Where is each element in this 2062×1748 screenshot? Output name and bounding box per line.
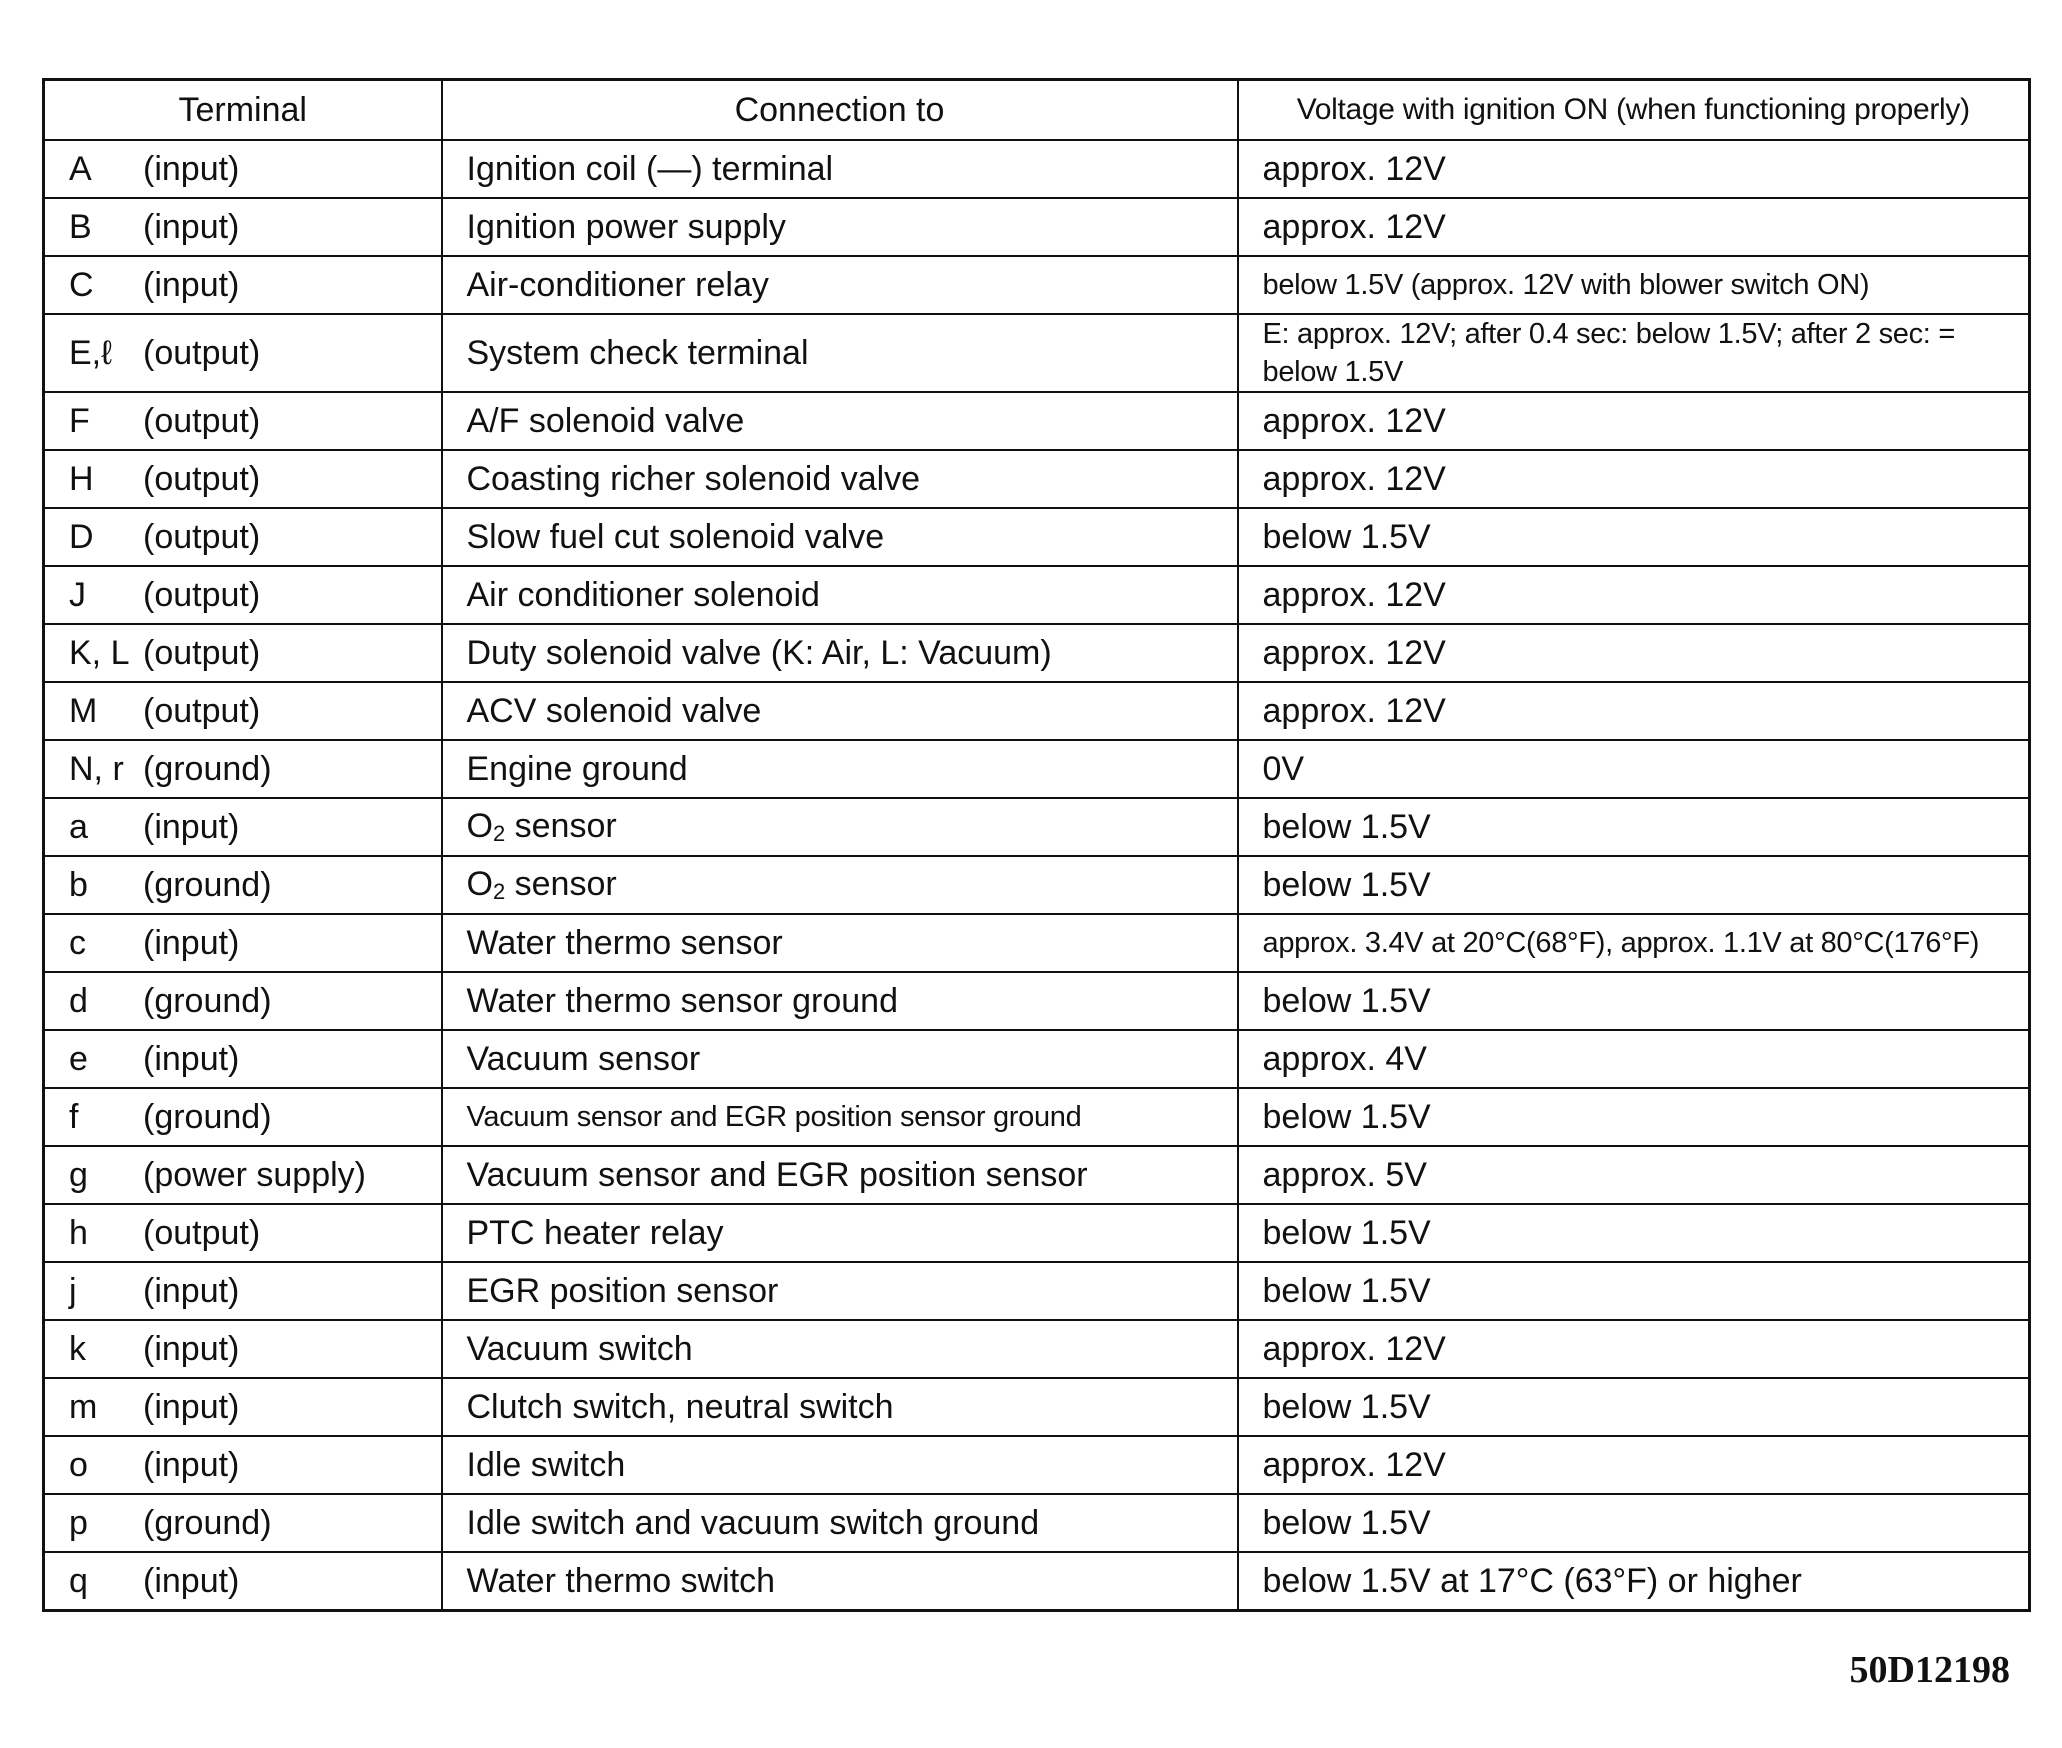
terminal-cell xyxy=(44,972,442,1030)
table-row xyxy=(44,740,2030,798)
terminal-type: (output) xyxy=(143,333,261,372)
connection-rest: sensor xyxy=(505,865,617,903)
terminal-type: (input) xyxy=(143,207,240,246)
terminal-cell xyxy=(44,1494,442,1552)
voltage-cell: below 1.5V xyxy=(1238,798,2030,856)
terminal-cell xyxy=(44,1552,442,1611)
voltage-cell: approx. 12V xyxy=(1238,566,2030,624)
terminal-type: (output) xyxy=(143,691,261,730)
terminal-cell xyxy=(44,566,442,624)
table-row xyxy=(44,1494,2030,1552)
table-row xyxy=(44,314,2030,392)
connection-cell: Water thermo sensor ground xyxy=(442,972,1238,1030)
terminal-cell xyxy=(44,314,442,392)
terminal-type: (output) xyxy=(143,459,261,498)
table-row xyxy=(44,914,2030,972)
voltage-cell: below 1.5V xyxy=(1238,972,2030,1030)
table-row xyxy=(44,256,2030,314)
connection-cell: Air conditioner solenoid xyxy=(442,566,1238,624)
voltage-cell: approx. 12V xyxy=(1238,140,2030,198)
terminal-id: e xyxy=(69,1039,88,1078)
connection-cell: Vacuum sensor xyxy=(442,1030,1238,1088)
connection-cell: Vacuum sensor and EGR position sensor ground xyxy=(442,1088,1238,1146)
terminal-type: (input) xyxy=(143,1271,240,1310)
connection-cell xyxy=(442,798,1238,856)
voltage-cell: approx. 5V xyxy=(1238,1146,2030,1204)
terminal-id: f xyxy=(69,1097,79,1136)
voltage-cell: approx. 12V xyxy=(1238,450,2030,508)
voltage-cell: below 1.5V xyxy=(1238,1494,2030,1552)
terminal-cell xyxy=(44,256,442,314)
terminal-cell xyxy=(44,682,442,740)
table-row xyxy=(44,1320,2030,1378)
terminal-cell xyxy=(44,914,442,972)
terminal-cell xyxy=(44,1378,442,1436)
terminal-cell xyxy=(44,450,442,508)
connection-cell: Coasting richer solenoid valve xyxy=(442,450,1238,508)
terminal-type: (output) xyxy=(143,517,261,556)
voltage-cell: E: approx. 12V; after 0.4 sec: below 1.5V; after 2 sec: = below 1.5V xyxy=(1238,314,2030,392)
terminal-type: (ground) xyxy=(143,1503,272,1542)
voltage-cell: approx. 12V xyxy=(1238,392,2030,450)
terminal-cell xyxy=(44,1030,442,1088)
terminal-id: N, r xyxy=(69,749,124,788)
voltage-cell: approx. 12V xyxy=(1238,1436,2030,1494)
connection-cell: System check terminal xyxy=(442,314,1238,392)
terminal-id: q xyxy=(69,1561,88,1600)
terminal-id: B xyxy=(69,207,92,246)
voltage-cell: below 1.5V xyxy=(1238,1088,2030,1146)
terminal-cell xyxy=(44,1204,442,1262)
table-row xyxy=(44,856,2030,914)
voltage-cell: below 1.5V xyxy=(1238,1262,2030,1320)
terminal-id: b xyxy=(69,865,88,904)
terminal-type: (input) xyxy=(143,1039,240,1078)
table-row xyxy=(44,682,2030,740)
connection-cell: Vacuum switch xyxy=(442,1320,1238,1378)
connection-cell: PTC heater relay xyxy=(442,1204,1238,1262)
table-row xyxy=(44,1378,2030,1436)
table-row xyxy=(44,1146,2030,1204)
terminal-type: (ground) xyxy=(143,1097,272,1136)
terminal-type: (input) xyxy=(143,807,240,846)
terminal-id: a xyxy=(69,807,88,846)
connection-cell: Clutch switch, neutral switch xyxy=(442,1378,1238,1436)
connection-cell: ACV solenoid valve xyxy=(442,682,1238,740)
terminal-voltage-table xyxy=(42,78,2031,1612)
voltage-cell: approx. 12V xyxy=(1238,682,2030,740)
connection-main: O xyxy=(466,807,493,845)
voltage-cell: below 1.5V xyxy=(1238,1378,2030,1436)
terminal-id: g xyxy=(69,1155,88,1194)
terminal-id: E,ℓ xyxy=(69,333,113,372)
voltage-cell: approx. 12V xyxy=(1238,1320,2030,1378)
terminal-cell xyxy=(44,624,442,682)
terminal-type: (output) xyxy=(143,575,261,614)
connection-cell: Ignition power supply xyxy=(442,198,1238,256)
terminal-cell xyxy=(44,1088,442,1146)
terminal-id: C xyxy=(69,265,94,304)
terminal-type: (input) xyxy=(143,149,240,188)
connection-cell: Idle switch xyxy=(442,1436,1238,1494)
connection-main: O xyxy=(466,865,493,903)
terminal-type: (input) xyxy=(143,1329,240,1368)
connection-cell: Ignition coil (—) terminal xyxy=(442,140,1238,198)
terminal-id: o xyxy=(69,1445,88,1484)
terminal-type: (ground) xyxy=(143,981,272,1020)
table-row xyxy=(44,1552,2030,1611)
table-row xyxy=(44,392,2030,450)
header-connection: Connection to xyxy=(442,80,1238,141)
connection-cell: Air-conditioner relay xyxy=(442,256,1238,314)
terminal-cell xyxy=(44,1436,442,1494)
table-row xyxy=(44,566,2030,624)
connection-cell: A/F solenoid valve xyxy=(442,392,1238,450)
terminal-type: (output) xyxy=(143,1213,261,1252)
terminal-id: H xyxy=(69,459,94,498)
terminal-type: (input) xyxy=(143,1387,240,1426)
table-row xyxy=(44,1262,2030,1320)
connection-cell xyxy=(442,856,1238,914)
connection-subscript: 2 xyxy=(492,821,506,846)
table-row xyxy=(44,798,2030,856)
table-row xyxy=(44,450,2030,508)
terminal-voltage-table-container xyxy=(42,78,2028,1612)
terminal-id: D xyxy=(69,517,94,556)
terminal-id: J xyxy=(69,575,86,614)
table-row xyxy=(44,1204,2030,1262)
terminal-id: m xyxy=(69,1387,98,1426)
terminal-cell xyxy=(44,1320,442,1378)
table-row xyxy=(44,1088,2030,1146)
terminal-id: h xyxy=(69,1213,88,1252)
terminal-id: K, L xyxy=(69,633,130,672)
voltage-cell: below 1.5V xyxy=(1238,508,2030,566)
voltage-cell: below 1.5V xyxy=(1238,856,2030,914)
terminal-id: F xyxy=(69,401,90,440)
terminal-id: p xyxy=(69,1503,88,1542)
terminal-type: (output) xyxy=(143,401,261,440)
connection-rest: sensor xyxy=(505,807,617,845)
connection-cell: Slow fuel cut solenoid valve xyxy=(442,508,1238,566)
table-header-row xyxy=(44,80,2030,141)
terminal-cell xyxy=(44,856,442,914)
terminal-id: M xyxy=(69,691,98,730)
terminal-type: (input) xyxy=(143,923,240,962)
voltage-cell: below 1.5V xyxy=(1238,1204,2030,1262)
terminal-id: A xyxy=(69,149,92,188)
voltage-cell: approx. 3.4V at 20°C(68°F), approx. 1.1V at 80°C(176°F) xyxy=(1238,914,2030,972)
connection-cell: Duty solenoid valve (K: Air, L: Vacuum) xyxy=(442,624,1238,682)
table-row xyxy=(44,972,2030,1030)
terminal-cell xyxy=(44,392,442,450)
voltage-cell: below 1.5V (approx. 12V with blower switch ON) xyxy=(1238,256,2030,314)
figure-number: 50D12198 xyxy=(1849,1649,2010,1691)
connection-cell: Engine ground xyxy=(442,740,1238,798)
terminal-type: (ground) xyxy=(143,865,272,904)
voltage-cell: below 1.5V at 17°C (63°F) or higher xyxy=(1238,1552,2030,1611)
terminal-cell xyxy=(44,508,442,566)
table-row xyxy=(44,508,2030,566)
voltage-cell: approx. 4V xyxy=(1238,1030,2030,1088)
connection-cell: EGR position sensor xyxy=(442,1262,1238,1320)
terminal-type: (power supply) xyxy=(143,1155,366,1194)
connection-cell: Water thermo switch xyxy=(442,1552,1238,1611)
voltage-cell: approx. 12V xyxy=(1238,198,2030,256)
terminal-id: k xyxy=(69,1329,86,1368)
header-terminal: Terminal xyxy=(44,80,442,141)
terminal-cell xyxy=(44,1262,442,1320)
table-row xyxy=(44,198,2030,256)
connection-cell: Vacuum sensor and EGR position sensor xyxy=(442,1146,1238,1204)
terminal-type: (input) xyxy=(143,265,240,304)
voltage-cell: approx. 12V xyxy=(1238,624,2030,682)
terminal-type: (output) xyxy=(143,633,261,672)
terminal-cell xyxy=(44,740,442,798)
terminal-type: (input) xyxy=(143,1445,240,1484)
terminal-cell xyxy=(44,198,442,256)
terminal-id: d xyxy=(69,981,88,1020)
terminal-type: (input) xyxy=(143,1561,240,1600)
table-row xyxy=(44,1436,2030,1494)
terminal-cell xyxy=(44,140,442,198)
header-voltage: Voltage with ignition ON (when functioning properly) xyxy=(1238,80,2030,141)
connection-subscript: 2 xyxy=(492,879,506,904)
terminal-cell xyxy=(44,1146,442,1204)
voltage-cell: 0V xyxy=(1238,740,2030,798)
connection-cell: Idle switch and vacuum switch ground xyxy=(442,1494,1238,1552)
terminal-type: (ground) xyxy=(143,749,272,788)
terminal-id: j xyxy=(69,1271,77,1310)
table-row xyxy=(44,140,2030,198)
table-row xyxy=(44,624,2030,682)
table-row xyxy=(44,1030,2030,1088)
connection-cell: Water thermo sensor xyxy=(442,914,1238,972)
terminal-id: c xyxy=(69,923,86,962)
terminal-cell xyxy=(44,798,442,856)
